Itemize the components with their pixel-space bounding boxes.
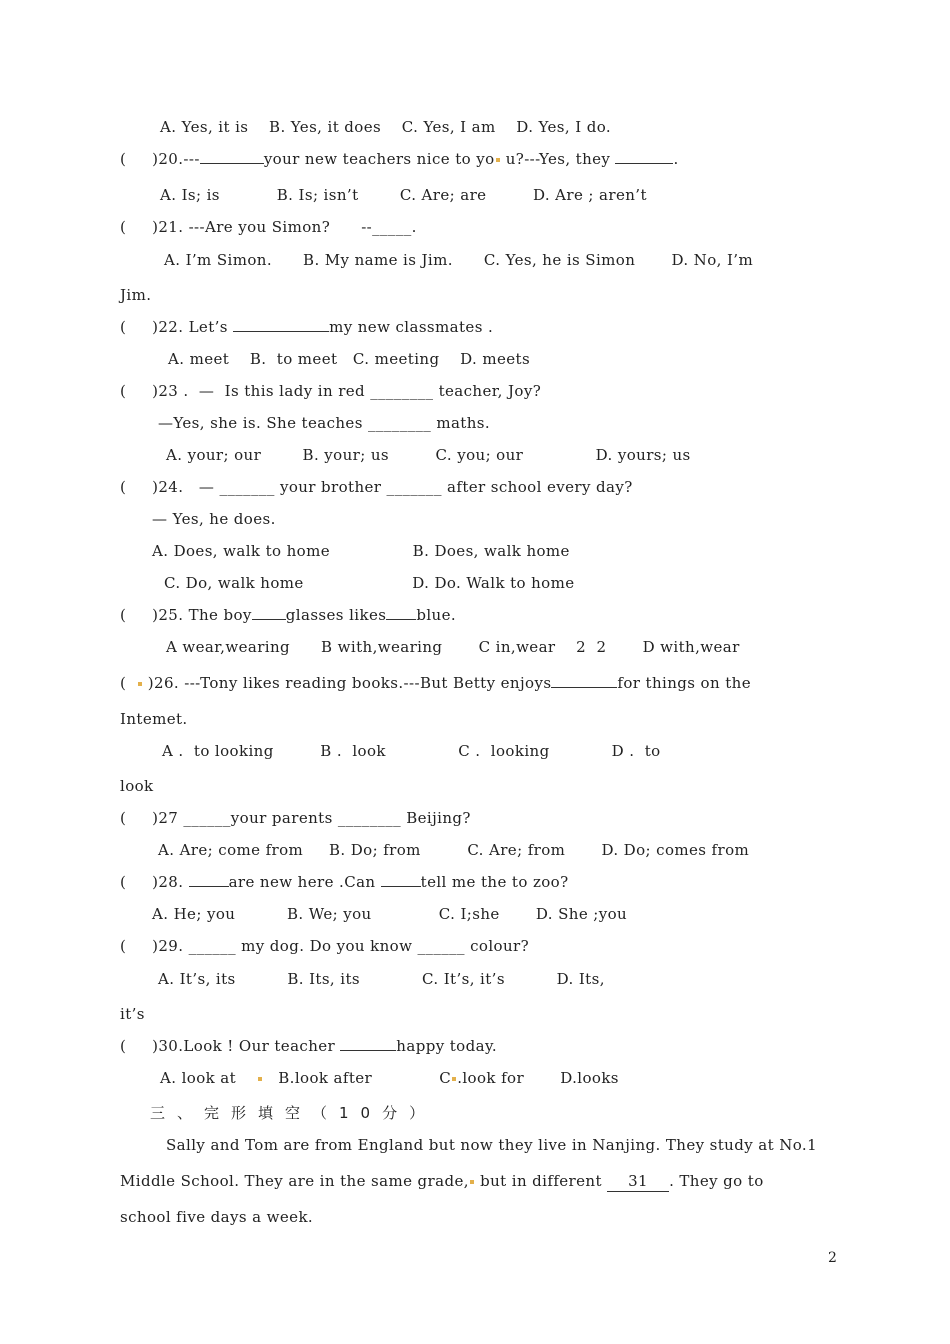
q24-answer: — Yes, he does. [152,510,276,528]
q30-option-c: .look for D.looks [457,1069,619,1087]
q28-blank-2[interactable] [381,872,421,887]
q28-blank-1[interactable] [189,872,229,887]
question-21: ( )21. ---Are you Simon? --_____. [120,218,417,236]
passage-line-1: Sally and Tom are from England but now they live in Nanjing. They study at No.1 [166,1136,818,1154]
mark-dot [258,1077,262,1081]
q22-stem-b: my new classmates . [329,318,494,336]
q25-options: A wear,wearing B with,wearing C in,wear 2 2 D with,wear [166,638,740,656]
question-23: ( )23 . — Is this lady in red ________ teacher, Joy? [120,382,542,400]
mark-dot [496,158,500,162]
q21-options: A. I’m Simon. B. My name is Jim. C. Yes, he is Simon D. No, I’m [164,251,754,269]
q25-stem-a: ( )25. The boy [120,606,252,624]
mark-dot [138,682,142,686]
passage-line-3: school five days a week. [120,1208,314,1226]
q26-blank[interactable] [551,673,617,688]
q22-options: A. meet B. to meet C. meeting D. meets [168,350,531,368]
blank-31[interactable]: 31 [607,1171,669,1192]
question-24: ( )24. — _______ your brother _______ after school every day? [120,478,633,496]
q20-blank-1[interactable] [200,149,264,164]
page-number: 2 [828,1250,838,1266]
q24-options-ab: A. Does, walk to home B. Does, walk home [152,542,570,560]
q25-blank-2[interactable] [386,605,416,620]
q25-stem-c: blue. [416,606,457,624]
q21-options-wrap: Jim. [120,286,152,304]
passage-line-2c: . They go to [669,1172,764,1190]
question-27: ( )27 ______your parents ________ Beijing? [120,809,471,827]
q20-stem-a: ( )20.--- [120,150,200,168]
q30-options [160,1068,619,1088]
q20-stem-d: . [673,150,679,168]
q23-options: A. your; our B. your; us C. you; our D. yours; us [166,446,691,464]
question-29: ( )29. ______ my dog. Do you know ______ colour? [120,937,530,955]
q30-blank[interactable] [340,1036,396,1051]
q26-options-wrap: look [120,777,154,795]
q26-options: A . to looking B . look C . looking D . to [162,742,661,760]
q26-stem-c: for things on the [617,674,751,692]
q26-stem-a: ( [120,674,137,692]
q27-options: A. Are; come from B. Do; from C. Are; from D. Do; comes from [158,841,750,859]
passage-line-2a: Middle School. They are in the same grade, [120,1172,469,1190]
q30-option-b: B.look after C [262,1069,452,1087]
q20-options: A. Is; is B. Is; isn’t C. Are; are D. Are ; aren’t [160,186,647,204]
q26-stem-wrap: Intemet. [120,710,188,728]
q24-options-cd: C. Do, walk home D. Do. Walk to home [164,574,575,592]
q28-stem-c: tell me the to zoo? [420,873,569,891]
question-30 [120,1036,497,1056]
q29-options-wrap: it’s [120,1005,145,1023]
q23-answer: —Yes, she is. She teaches ________ maths. [158,414,491,432]
q25-stem-b: glasses likes [285,606,387,624]
question-20 [120,149,679,169]
question-26 [120,673,751,693]
q28-options: A. He; you B. We; you C. I;she D. She ;you [152,905,628,923]
q22-blank[interactable] [233,317,329,332]
q30-stem-a: ( )30.Look ! Our teacher [120,1037,341,1055]
q29-options: A. It’s, its B. Its, its C. It’s, it’s D. Its, [158,970,605,988]
section-title: 三、完形填空（10分） [150,1104,437,1122]
passage-line-2b: but in different [474,1172,608,1190]
question-25 [120,605,456,625]
q20-blank-2[interactable] [615,149,673,164]
q20-stem-b: your new teachers nice to yo [263,150,495,168]
q25-blank-1[interactable] [252,605,286,620]
mark-dot [470,1180,474,1184]
q19-options: A. Yes, it is B. Yes, it does C. Yes, I am D. Yes, I do. [160,118,612,136]
q30-stem-b: happy today. [396,1037,498,1055]
passage-line-2 [120,1171,764,1192]
question-28 [120,872,569,892]
q28-stem-b: are new here .Can [228,873,381,891]
q20-stem-c: u?---Yes, they [500,150,616,168]
q26-stem-b: )26. ---Tony likes reading books.---But Betty enjoys [142,674,552,692]
question-22 [120,317,493,337]
q28-stem-a: ( )28. [120,873,189,891]
q22-stem-a: ( )22. Let’s [120,318,234,336]
q30-option-a: A. look at [160,1069,257,1087]
mark-dot [452,1077,456,1081]
